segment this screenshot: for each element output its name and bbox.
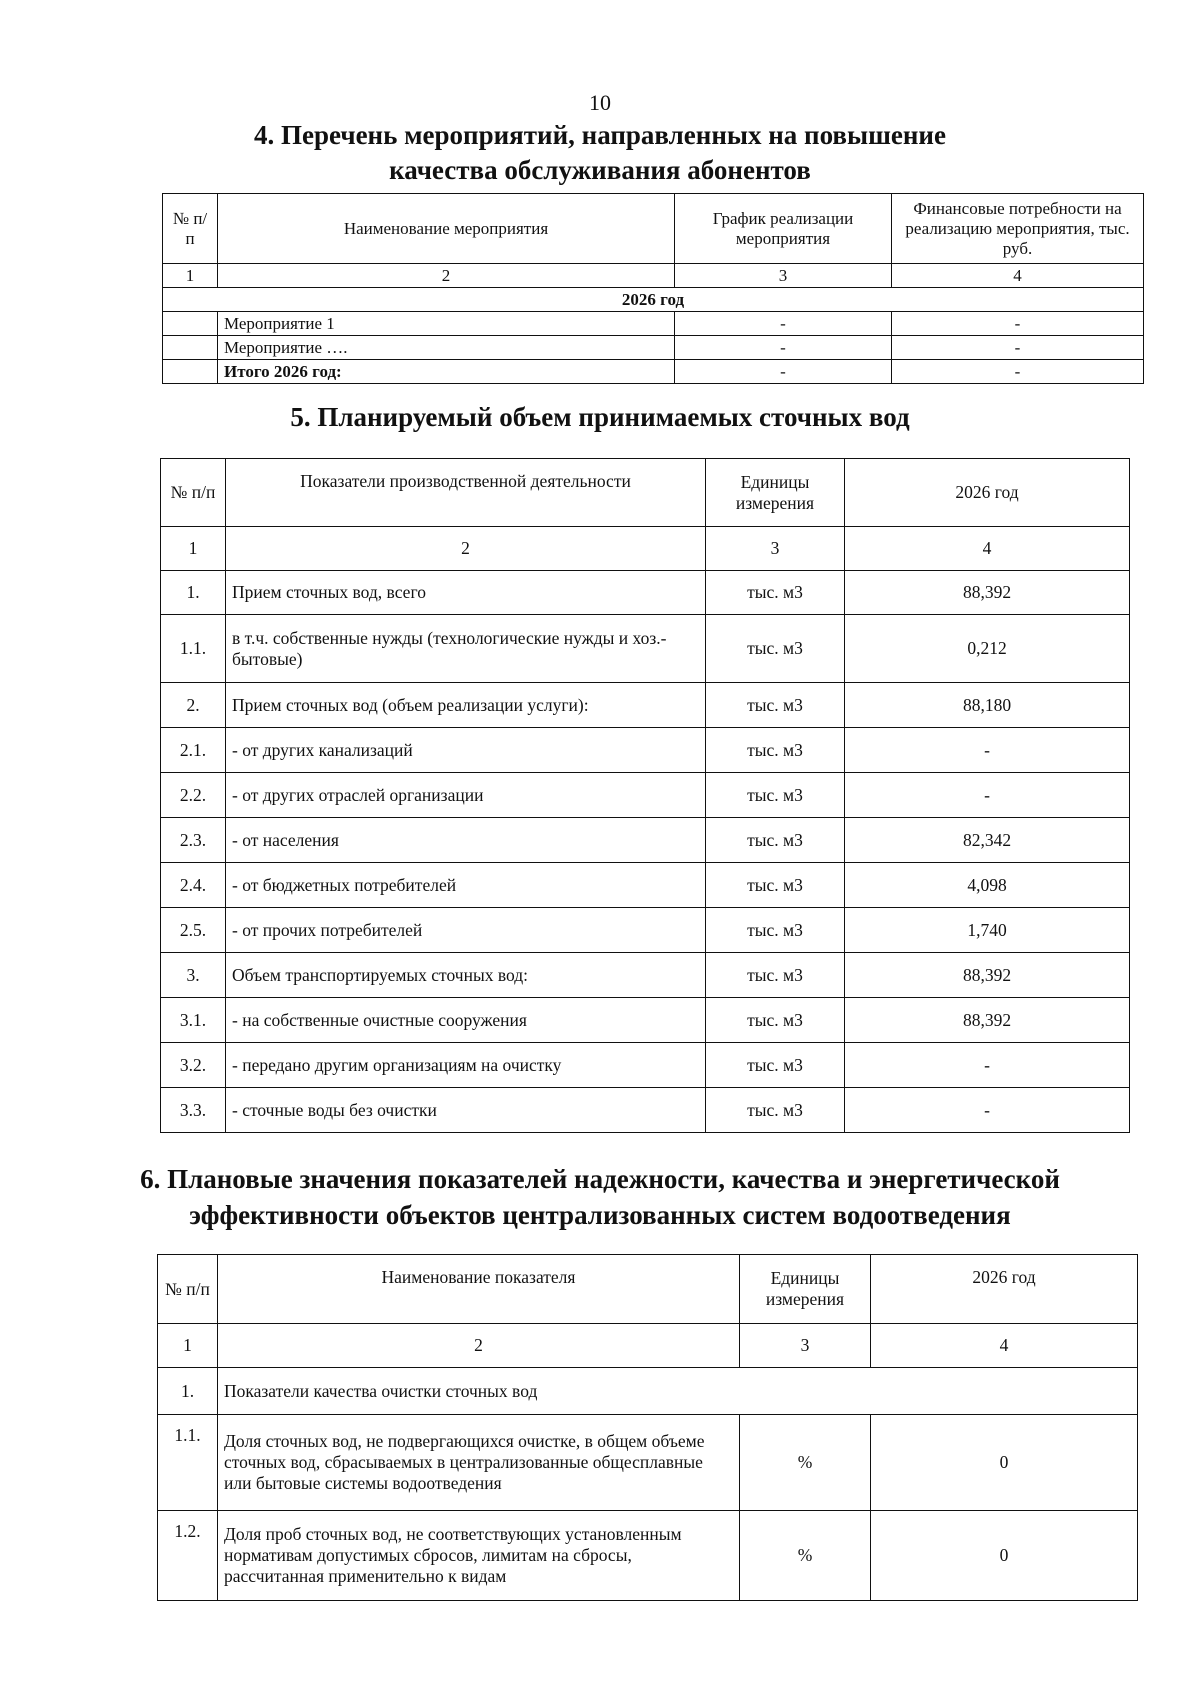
row-name: - сточные воды без очистки [226,1088,706,1133]
table-row [158,1415,1138,1511]
table-row [161,863,1130,908]
table-row [161,818,1130,863]
row-unit: тыс. м3 [706,953,845,998]
header-cell-finance: Финансовые потребности на реализацию мероприятия, тыс. руб. [892,194,1144,264]
section4-title-line2: качества обслуживания абонентов [389,155,811,185]
row-name: - от населения [226,818,706,863]
section6-title-line2: эффективности объектов централизованных систем водоотведения [189,1200,1011,1230]
section4-table [162,193,1144,384]
row-value: 88,392 [845,571,1130,615]
header-cell-unit: Единицы измерения [706,459,845,527]
row-num: 1.1. [158,1415,218,1511]
section6-table [157,1254,1138,1601]
row-num: 3.3. [161,1088,226,1133]
header-cell-name: Наименование показателя [218,1255,740,1324]
row-name: Прием сточных вод, всего [226,571,706,615]
row-num: 1. [161,571,226,615]
table-row [161,728,1130,773]
table-row [161,908,1130,953]
row-unit: тыс. м3 [706,773,845,818]
header-cell-unit: Единицы измерения [740,1255,871,1324]
col-number: 2 [226,527,706,571]
header-cell-name: Показатели производственной деятельности [226,459,706,527]
column-number-row [161,527,1130,571]
page-number: 10 [589,90,611,115]
row-name: Доля сточных вод, не подвергающихся очистке, в общем объеме сточных вод, сбрасываемых в централизованные общесплавные или бытовые системы водоотведения [218,1415,740,1511]
row-num: 2.4. [161,863,226,908]
table-header-row [161,459,1130,527]
row-num: 1.1. [161,615,226,683]
table-row [161,683,1130,728]
header-cell-schedule: График реализации мероприятия [675,194,892,264]
col-number: 3 [740,1324,871,1368]
table-row [161,773,1130,818]
row-num: 3. [161,953,226,998]
section5-title: 5. Планируемый объем принимаемых сточных вод [290,402,910,432]
header-cell-year: 2026 год [871,1255,1138,1324]
row-name: в т.ч. собственные нужды (технологические нужды и хоз.-бытовые) [226,615,706,683]
col-number: 1 [158,1324,218,1368]
year-label: 2026 год [163,288,1144,312]
row-unit: тыс. м3 [706,683,845,728]
row-num: 3.2. [161,1043,226,1088]
row-value: 88,180 [845,683,1130,728]
row-unit: тыс. м3 [706,863,845,908]
row-unit: тыс. м3 [706,1088,845,1133]
row-value: 0 [871,1415,1138,1511]
row-value: 88,392 [845,953,1130,998]
row-value: - [845,1088,1130,1133]
header-cell-num: № п/п [163,194,218,264]
row-name: - на собственные очистные сооружения [226,998,706,1043]
col-number: 4 [845,527,1130,571]
row-schedule: - [675,360,892,384]
row-unit: тыс. м3 [706,1043,845,1088]
table-row [161,998,1130,1043]
section4-title-line1: 4. Перечень мероприятий, направленных на повышение [254,120,946,150]
table-header-row [163,194,1144,264]
row-finance: - [892,336,1144,360]
table-row [161,1043,1130,1088]
row-name: Показатели качества очистки сточных вод [218,1368,1138,1415]
row-value: - [845,1043,1130,1088]
table-row [161,953,1130,998]
row-value: - [845,773,1130,818]
col-number: 4 [871,1324,1138,1368]
row-num [163,360,218,384]
row-name: - от бюджетных потребителей [226,863,706,908]
row-num [163,312,218,336]
row-unit: тыс. м3 [706,728,845,773]
table-row [161,615,1130,683]
row-num: 2.1. [161,728,226,773]
row-name: - передано другим организациям на очистку [226,1043,706,1088]
column-number-row [163,264,1144,288]
row-schedule: - [675,336,892,360]
column-number-row [158,1324,1138,1368]
row-unit: % [740,1415,871,1511]
row-name: Мероприятие 1 [218,312,675,336]
row-num: 1. [158,1368,218,1415]
section5-table [160,458,1130,1133]
table-row [161,571,1130,615]
row-num [163,336,218,360]
table-row [163,312,1144,336]
row-name: Объем транспортируемых сточных вод: [226,953,706,998]
row-name: - от других канализаций [226,728,706,773]
row-finance: - [892,360,1144,384]
row-num: 3.1. [161,998,226,1043]
table-row [163,336,1144,360]
row-value: 1,740 [845,908,1130,953]
row-num: 2.5. [161,908,226,953]
group-row [158,1368,1138,1415]
col-number: 3 [706,527,845,571]
col-number: 2 [218,264,675,288]
row-name: - от других отраслей организации [226,773,706,818]
row-num: 2.3. [161,818,226,863]
total-row [163,360,1144,384]
header-cell-num: № п/п [158,1255,218,1324]
header-cell-year: 2026 год [845,459,1130,527]
row-unit: тыс. м3 [706,998,845,1043]
col-number: 3 [675,264,892,288]
row-name: Прием сточных вод (объем реализации услуги): [226,683,706,728]
row-value: 88,392 [845,998,1130,1043]
col-number: 1 [161,527,226,571]
row-unit: тыс. м3 [706,908,845,953]
section6-title-line1: 6. Плановые значения показателей надежности, качества и энергетической [140,1164,1060,1194]
table-row [158,1511,1138,1601]
row-name: Доля проб сточных вод, не соответствующих установленным нормативам допустимых сбросов, лимитам на сбросы, рассчитанная применительно к видам [218,1511,740,1601]
header-cell-name: Наименование мероприятия [218,194,675,264]
row-unit: % [740,1511,871,1601]
row-name: Мероприятие …. [218,336,675,360]
table-header-row [158,1255,1138,1324]
row-num: 1.2. [158,1511,218,1601]
row-name: - от прочих потребителей [226,908,706,953]
col-number: 2 [218,1324,740,1368]
row-value: 0 [871,1511,1138,1601]
row-num: 2. [161,683,226,728]
table-row [161,1088,1130,1133]
row-unit: тыс. м3 [706,571,845,615]
row-finance: - [892,312,1144,336]
col-number: 4 [892,264,1144,288]
row-unit: тыс. м3 [706,615,845,683]
header-cell-num: № п/п [161,459,226,527]
row-num: 2.2. [161,773,226,818]
row-name: Итого 2026 год: [218,360,675,384]
row-schedule: - [675,312,892,336]
row-value: 82,342 [845,818,1130,863]
row-value: 0,212 [845,615,1130,683]
row-value: - [845,728,1130,773]
row-unit: тыс. м3 [706,818,845,863]
col-number: 1 [163,264,218,288]
row-value: 4,098 [845,863,1130,908]
year-row [163,288,1144,312]
